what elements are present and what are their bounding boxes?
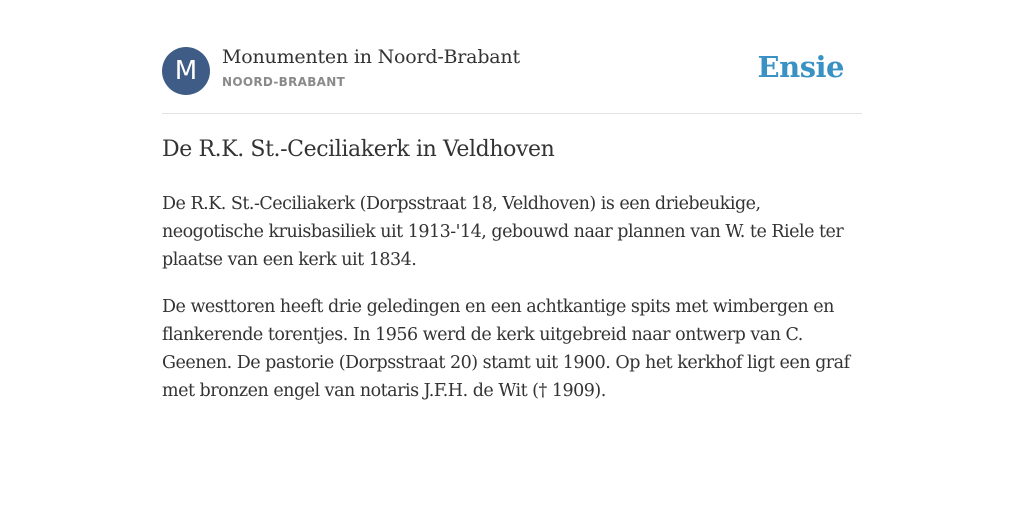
ensie-logo-link[interactable]: Ensie xyxy=(757,50,844,84)
site-title-link[interactable]: Monumenten in Noord-Brabant xyxy=(222,46,520,68)
site-avatar[interactable]: M xyxy=(162,47,210,95)
article-paragraph: De R.K. St.-Ceciliakerk (Dorpsstraat 18, Veldhoven) is een driebeukige, neogotische kruisbasiliek uit 1913-'14, gebouwd naar plannen van W. te Riele ter plaatse van een kerk uit 1834. xyxy=(162,194,844,270)
header-divider xyxy=(162,113,862,114)
site-header xyxy=(162,46,862,96)
article-title: De R.K. St.-Ceciliakerk in Veldhoven xyxy=(162,137,555,162)
article-body xyxy=(162,190,862,424)
site-subtitle: NOORD-BRABANT xyxy=(222,75,346,89)
article-paragraph: De westtoren heeft drie geledingen en een achtkantige spits met wimbergen en flankerende torentjes. In 1956 werd de kerk uitgebreid naar ontwerp van C. Geenen. De pastorie (Dorpsstraat 20) stamt uit 1900. Op het kerkhof ligt een graf met bronzen engel van notaris J.F.H. de Wit († 1909). xyxy=(162,297,850,401)
